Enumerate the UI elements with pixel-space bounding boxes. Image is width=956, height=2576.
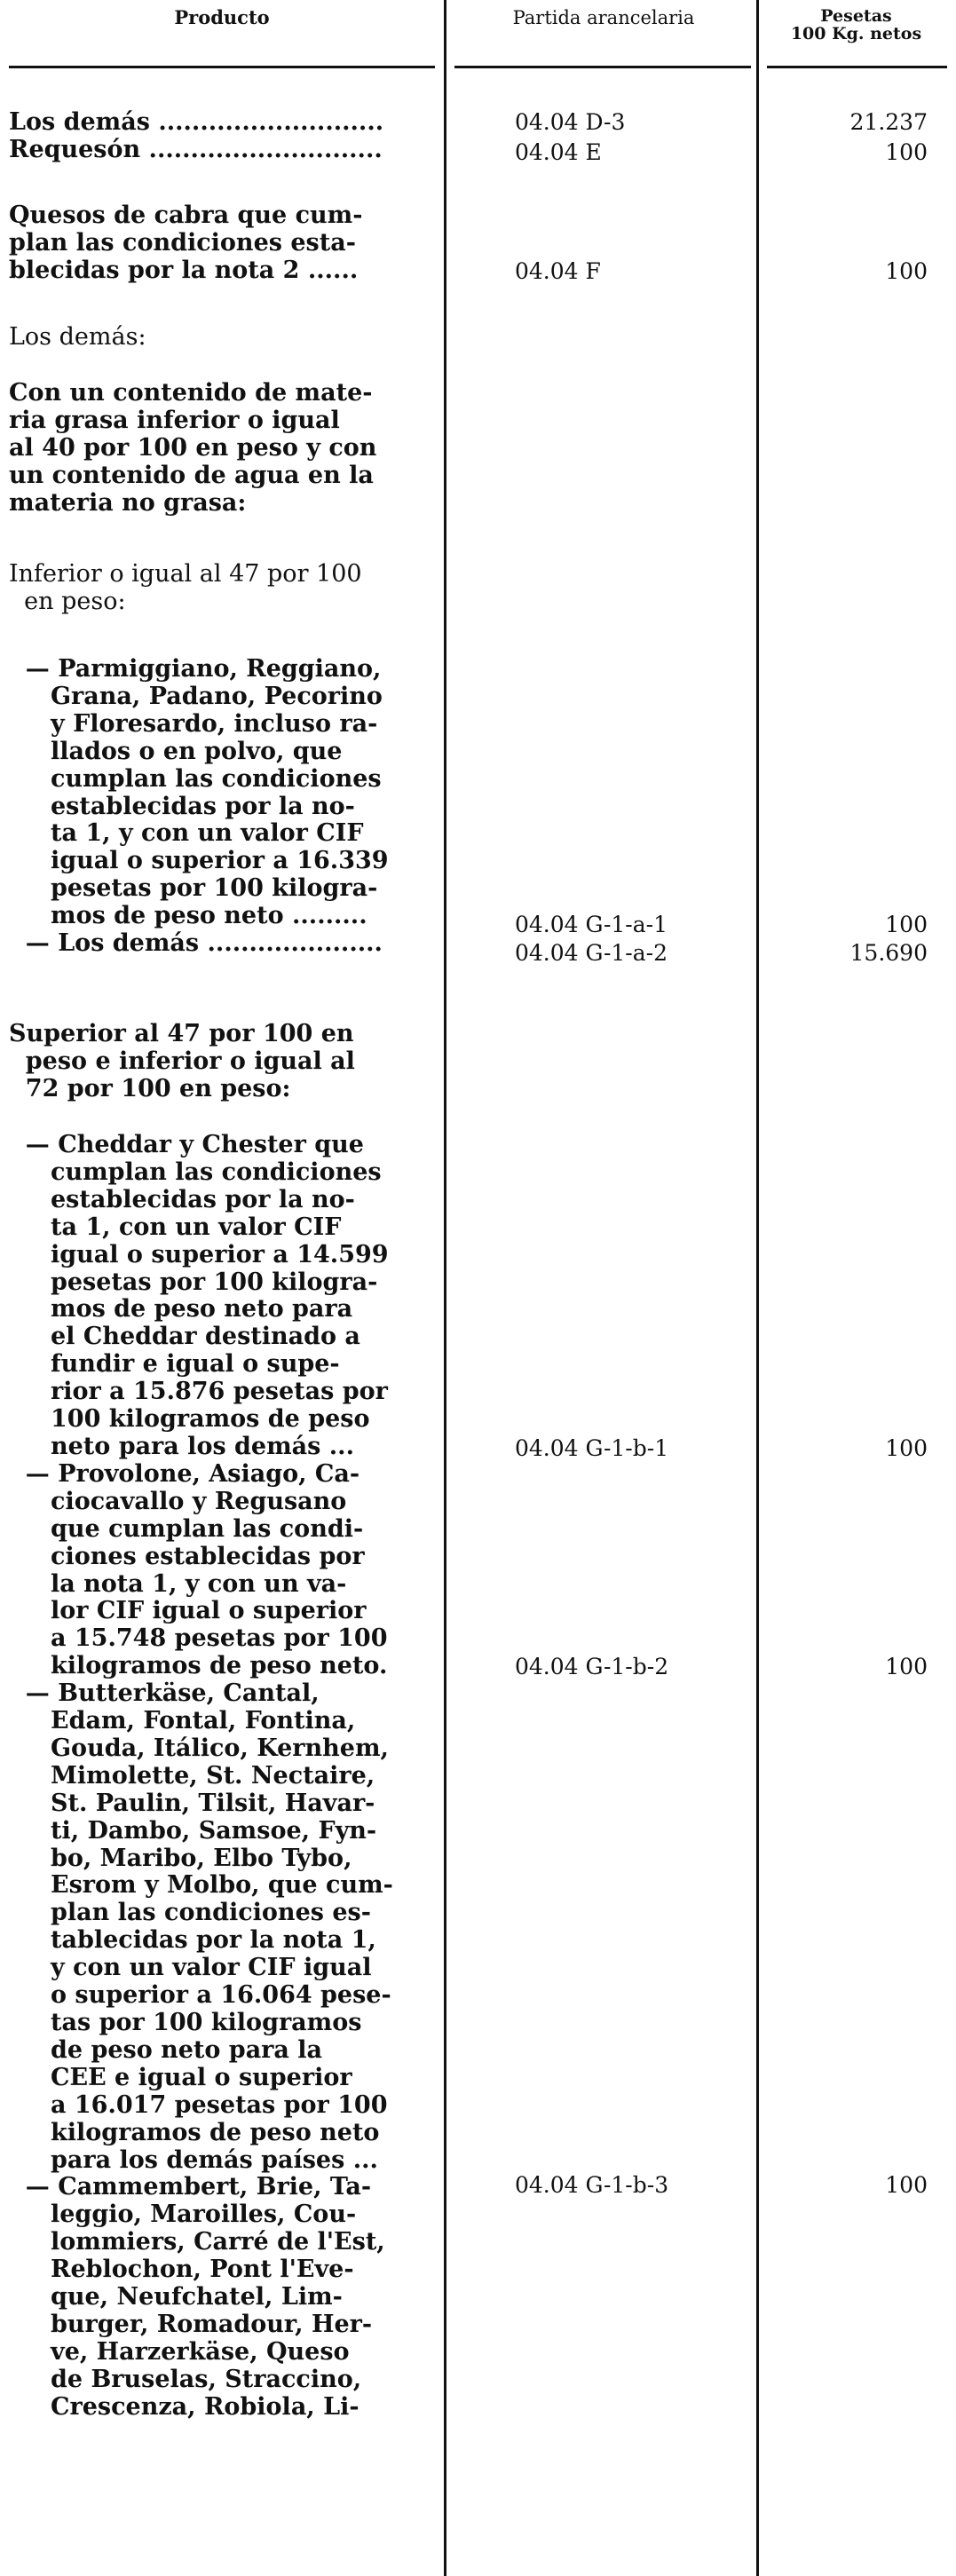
text-line: kilogramos de peso neto.	[9, 1652, 388, 1680]
text-line: Los demás ...........................	[9, 108, 384, 136]
text-line: Edam, Fontal, Fontina,	[9, 1707, 356, 1735]
text-line: Gouda, Itálico, Kernhem,	[9, 1734, 389, 1762]
text-line: blecidas por la nota 2 ......	[9, 256, 359, 284]
pesetas-amount: 100	[885, 1435, 928, 1461]
text-line: ti, Dambo, Samsoe, Fyn-	[9, 1816, 377, 1845]
pesetas-amount: 100	[885, 2172, 928, 2198]
block-1	[9, 202, 435, 285]
text-line: para los demás países ...	[9, 2145, 378, 2174]
tariff-code: 04.04 G-1-a-1	[515, 912, 668, 937]
tariff-code: 04.04 D-3	[515, 109, 626, 135]
tariff-code: 04.04 G-1-b-1	[515, 1435, 669, 1461]
text-line: establecidas por la no-	[9, 1185, 355, 1213]
block-4	[9, 561, 435, 616]
text-line: establecidas por la no-	[9, 792, 355, 820]
text-line: Esrom y Molbo, que cum-	[9, 1871, 393, 1900]
text-line: plan las condiciones esta-	[9, 228, 356, 257]
block-5	[9, 656, 435, 958]
tariff-code: 04.04 F	[515, 258, 601, 284]
text-line: un contenido de agua en la	[9, 461, 374, 489]
text-line: — Butterkäse, Cantal,	[9, 1679, 320, 1708]
text-line: o superior a 16.064 pese-	[9, 1981, 391, 2010]
text-line: ria grasa inferior o igual	[9, 406, 340, 434]
text-line: leggio, Maroilles, Cou-	[9, 2201, 357, 2229]
text-line: rior a 15.876 pesetas por	[9, 1378, 388, 1406]
pesetas-amount: 15.690	[849, 940, 928, 966]
text-line: St. Paulin, Tilsit, Havar-	[9, 1789, 375, 1817]
pesetas-amount: 100	[885, 139, 928, 165]
block-7	[9, 1132, 435, 2422]
tariff-code: 04.04 E	[515, 139, 602, 165]
text-line: llados o en polvo, que	[9, 737, 343, 765]
header-producto: Producto	[174, 6, 270, 28]
text-line: ciones establecidas por	[9, 1542, 365, 1570]
text-line: mos de peso neto .........	[9, 902, 367, 930]
text-line: CEE e igual o superior	[9, 2063, 352, 2091]
pesetas-amount: 100	[885, 258, 928, 284]
text-line: al 40 por 100 en peso y con	[9, 433, 377, 462]
text-line: kilogramos de peso neto	[9, 2118, 380, 2146]
text-line: — Cheddar y Chester que	[9, 1131, 364, 1158]
tariff-code: 04.04 G-1-b-2	[515, 1654, 669, 1679]
text-line: mos de peso neto para	[9, 1295, 353, 1324]
text-line: la nota 1, y con un va-	[9, 1569, 347, 1598]
text-line: el Cheddar destinado a	[9, 1323, 360, 1351]
text-line: cumplan las condiciones	[9, 764, 382, 793]
text-line: Crescenza, Robiola, Li-	[9, 2392, 359, 2421]
block-3	[9, 380, 435, 518]
text-line: Mimolette, St. Nectaire,	[9, 1761, 375, 1790]
header-pesetas	[765, 7, 947, 43]
text-line: tas por 100 kilogramos	[9, 2009, 362, 2036]
text-line: cumplan las condiciones	[9, 1158, 382, 1186]
header-rule-2	[454, 66, 751, 68]
text-line: Reblochon, Pont l'Eve-	[9, 2256, 354, 2284]
text-line: bo, Maribo, Elbo Tybo,	[9, 1844, 352, 1872]
text-line: Inferior o igual al 47 por 100	[9, 560, 362, 588]
text-line: a 15.748 pesetas por 100	[9, 1624, 388, 1653]
text-line: 100 kilogramos de peso	[9, 1405, 370, 1434]
text-line: — Parmiggiano, Reggiano,	[9, 655, 382, 683]
pesetas-amount: 100	[885, 1654, 928, 1679]
text-line: lor CIF igual o superior	[9, 1597, 367, 1625]
text-line: peso e inferior o igual al	[9, 1047, 355, 1075]
text-line: — Provolone, Asiago, Ca-	[9, 1459, 360, 1488]
text-line: materia no grasa:	[9, 488, 247, 517]
block-0	[9, 109, 435, 164]
text-line: y con un valor CIF igual	[9, 1954, 372, 1982]
pesetas-amount: 100	[885, 912, 928, 937]
text-line: fundir e igual o supe-	[9, 1350, 340, 1379]
text-line: — Cammembert, Brie, Ta-	[9, 2173, 372, 2201]
text-line: neto para los demás ...	[9, 1432, 354, 1460]
header-pesetas-line2: 100 Kg. netos	[790, 24, 922, 43]
text-line: igual o superior a 16.339	[9, 847, 389, 875]
text-line: ve, Harzerkäse, Queso	[9, 2337, 350, 2366]
text-line: que, Neufchatel, Lim-	[9, 2283, 343, 2311]
text-line: Requesón ............................	[9, 135, 383, 163]
header-rule-1	[9, 66, 435, 68]
text-line: ciocavallo y Regusano	[9, 1487, 347, 1515]
text-line: pesetas por 100 kilogra-	[9, 1268, 378, 1296]
text-line: Con un contenido de mate-	[9, 379, 373, 407]
text-line: igual o superior a 14.599	[9, 1240, 389, 1268]
text-line: de peso neto para la	[9, 2035, 323, 2064]
text-line: ta 1, con un valor CIF	[9, 1213, 342, 1241]
text-line: Los demás:	[9, 323, 146, 351]
block-2	[9, 324, 435, 352]
text-line: lommiers, Carré de l'Est,	[9, 2228, 385, 2256]
text-line: Grana, Padano, Pecorino	[9, 682, 383, 710]
text-line: 72 por 100 en peso:	[9, 1074, 291, 1102]
text-line: Quesos de cabra que cum-	[9, 201, 363, 229]
text-line: y Floresardo, incluso ra-	[9, 709, 378, 738]
text-line: a 16.017 pesetas por 100	[9, 2090, 388, 2119]
text-line: en peso:	[9, 587, 126, 615]
text-line: que cumplan las condi-	[9, 1514, 364, 1543]
text-line: tablecidas por la nota 1,	[9, 1926, 376, 1955]
header-pesetas-line1: Pesetas	[820, 6, 892, 26]
block-6	[9, 1021, 435, 1103]
text-line: pesetas por 100 kilogra-	[9, 874, 378, 903]
text-line: burger, Romadour, Her-	[9, 2310, 373, 2338]
header-rule-3	[767, 66, 947, 68]
text-line: ta 1, y con un valor CIF	[9, 819, 364, 848]
text-line: — Los demás .....................	[9, 929, 383, 958]
text-line: de Bruselas, Straccino,	[9, 2365, 362, 2393]
header-partida: Partida arancelaria	[512, 7, 695, 28]
text-line: plan las condiciones es-	[9, 1899, 371, 1927]
pesetas-amount: 21.237	[849, 109, 928, 135]
column-rule-1	[444, 0, 446, 2576]
tariff-code: 04.04 G-1-b-3	[515, 2172, 669, 2198]
column-rule-2	[756, 0, 759, 2576]
text-line: Superior al 47 por 100 en	[9, 1020, 354, 1047]
tariff-code: 04.04 G-1-a-2	[515, 940, 668, 966]
